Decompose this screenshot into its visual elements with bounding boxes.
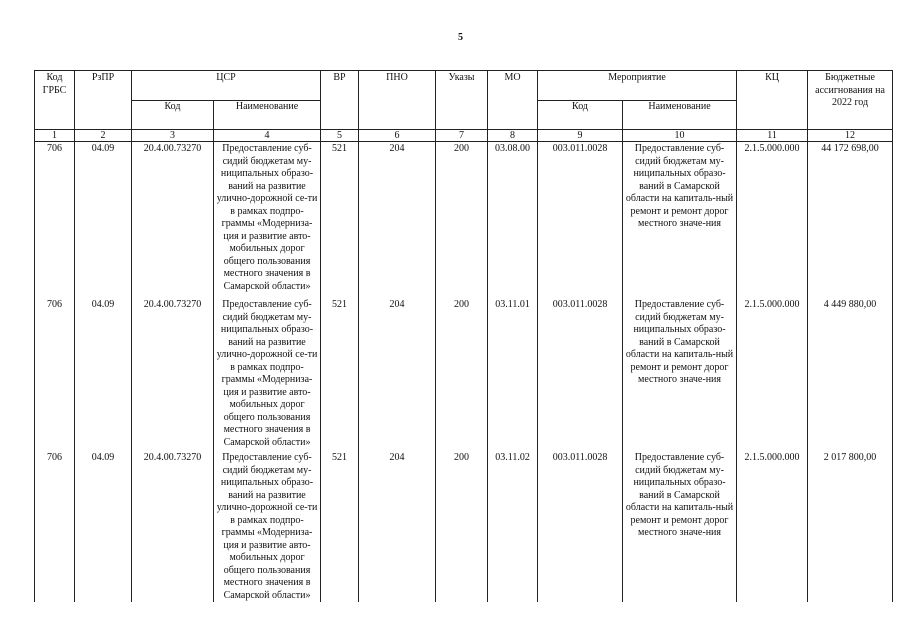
cell-event-code: 003.011.0028 — [538, 293, 623, 449]
column-number: 3 — [132, 130, 214, 142]
header-kc: КЦ — [737, 71, 808, 130]
cell-vr: 521 — [321, 142, 359, 294]
cell-ukazy: 200 — [436, 142, 488, 294]
header-csr-code: Код — [132, 101, 214, 130]
cell-csr-code: 20.4.00.73270 — [132, 142, 214, 294]
header-pno: ПНО — [359, 71, 436, 130]
header-mo: МО — [488, 71, 538, 130]
cell-event-name: Предоставление суб-сидий бюджетам му-ниципальных образо-ваний в Самарской области на капиталь-ный ремонт и ремонт дорог местного значе-ния — [623, 293, 737, 449]
header-csr: ЦСР — [132, 71, 321, 101]
cell-grbs: 706 — [35, 449, 75, 602]
header-event-code: Код — [538, 101, 623, 130]
cell-csr-name: Предоставление суб-сидий бюджетам му-ниципальных образо-ваний на развитие улично-дорожной се-ти в рамках подпро-граммы «Модерниза-ция и развитие авто-мобильных дорог общего пользования местного значения в Самарской области» — [214, 449, 321, 602]
header-event-name: Наименование — [623, 101, 737, 130]
cell-ukazy: 200 — [436, 293, 488, 449]
cell-amount: 44 172 698,00 — [808, 142, 893, 294]
cell-event-code: 003.011.0028 — [538, 449, 623, 602]
cell-rzpr: 04.09 — [75, 449, 132, 602]
table-row — [35, 293, 893, 449]
cell-csr-name: Предоставление суб-сидий бюджетам му-ниципальных образо-ваний на развитие улично-дорожной се-ти в рамках подпро-граммы «Модерниза-ция и развитие авто-мобильных дорог общего пользования местного значения в Самарской области» — [214, 142, 321, 294]
cell-kc: 2.1.5.000.000 — [737, 293, 808, 449]
column-number: 6 — [359, 130, 436, 142]
cell-mo: 03.11.01 — [488, 293, 538, 449]
header-csr-name: Наименование — [214, 101, 321, 130]
header-rzpr: РзПР — [75, 71, 132, 130]
cell-kc: 2.1.5.000.000 — [737, 142, 808, 294]
cell-grbs: 706 — [35, 293, 75, 449]
column-number: 10 — [623, 130, 737, 142]
cell-rzpr: 04.09 — [75, 293, 132, 449]
cell-rzpr: 04.09 — [75, 142, 132, 294]
cell-mo: 03.08.00 — [488, 142, 538, 294]
column-number: 12 — [808, 130, 893, 142]
cell-event-name: Предоставление суб-сидий бюджетам му-ниципальных образо-ваний в Самарской области на капиталь-ный ремонт и ремонт дорог местного значе-ния — [623, 142, 737, 294]
column-number: 2 — [75, 130, 132, 142]
cell-pno: 204 — [359, 293, 436, 449]
cell-csr-code: 20.4.00.73270 — [132, 449, 214, 602]
column-number: 5 — [321, 130, 359, 142]
header-grbs: Код ГРБС — [35, 71, 75, 130]
cell-vr: 521 — [321, 293, 359, 449]
header-ukazy: Указы — [436, 71, 488, 130]
cell-pno: 204 — [359, 449, 436, 602]
cell-ukazy: 200 — [436, 449, 488, 602]
table-header — [35, 71, 893, 142]
cell-kc: 2.1.5.000.000 — [737, 449, 808, 602]
header-vr: ВР — [321, 71, 359, 130]
cell-pno: 204 — [359, 142, 436, 294]
column-number: 4 — [214, 130, 321, 142]
table-row — [35, 449, 893, 602]
cell-mo: 03.11.02 — [488, 449, 538, 602]
cell-csr-name: Предоставление суб-сидий бюджетам му-ниципальных образо-ваний на развитие улично-дорожной се-ти в рамках подпро-граммы «Модерниза-ция и развитие авто-мобильных дорог общего пользования местного значения в Самарской области» — [214, 293, 321, 449]
cell-csr-code: 20.4.00.73270 — [132, 293, 214, 449]
header-budget: Бюджетные ассигнования на 2022 год — [808, 71, 893, 130]
cell-amount: 4 449 880,00 — [808, 293, 893, 449]
page-number: 5 — [458, 32, 463, 43]
column-number: 11 — [737, 130, 808, 142]
cell-event-name: Предоставление суб-сидий бюджетам му-ниципальных образо-ваний в Самарской области на капиталь-ный ремонт и ремонт дорог местного значе-ния — [623, 449, 737, 602]
column-number: 1 — [35, 130, 75, 142]
budget-table — [34, 70, 893, 602]
table-body — [35, 142, 893, 603]
table-row — [35, 142, 893, 294]
cell-grbs: 706 — [35, 142, 75, 294]
cell-event-code: 003.011.0028 — [538, 142, 623, 294]
header-event: Мероприятие — [538, 71, 737, 101]
column-number: 7 — [436, 130, 488, 142]
column-number-row — [35, 130, 893, 142]
cell-amount: 2 017 800,00 — [808, 449, 893, 602]
column-number: 9 — [538, 130, 623, 142]
cell-vr: 521 — [321, 449, 359, 602]
column-number: 8 — [488, 130, 538, 142]
